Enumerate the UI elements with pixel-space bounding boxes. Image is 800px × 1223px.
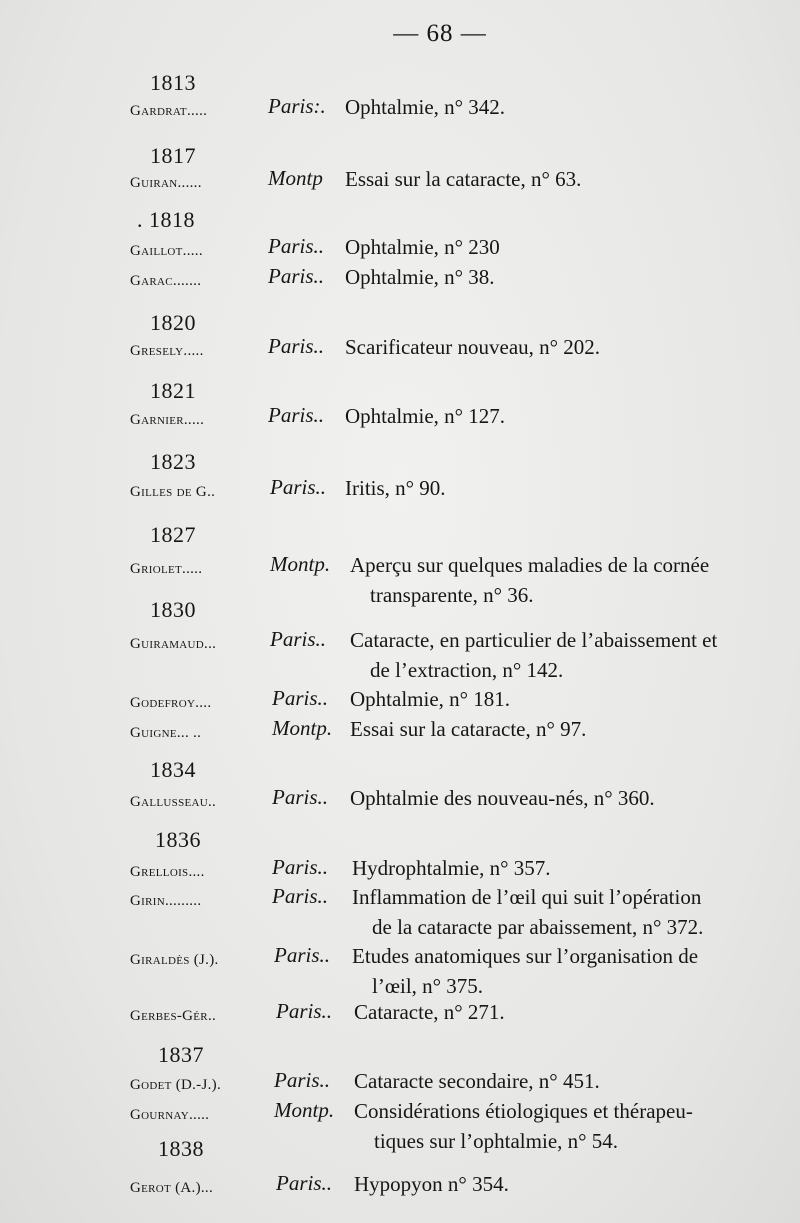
thesis-title: Considérations étiologiques et thérapeu- tiques sur l’ophtalmie, n° 54. [354,1099,693,1153]
thesis-title: Essai sur la cataracte, n° 97. [350,717,587,741]
author-name: Gerot (A.)... [130,1180,214,1196]
author-name: Gournay..... [130,1107,210,1123]
place-label: Paris.. [272,686,329,710]
place-label: Paris.. [276,1171,333,1195]
place-label: Paris.. [268,234,325,258]
year-heading: 1813 [150,70,196,95]
author-name: Griolet..... [130,561,203,577]
author-name: Giraldès (J.). [130,952,219,968]
author-name: Gaillot..... [130,243,203,259]
place-label: Montp. [274,1098,335,1122]
thesis-title: Aperçu sur quelques maladies de la cornée transparente, n° 36. [350,553,710,607]
thesis-title: Cataracte, en particulier de l’abaissement et de l’extraction, n° 142. [350,628,718,682]
year-heading: 1837 [158,1042,204,1067]
year-heading: 1827 [150,522,196,547]
year-heading: 1836 [155,827,201,852]
author-name: Garnier..... [130,412,205,428]
thesis-title: Essai sur la cataracte, n° 63. [345,167,582,191]
author-name: Gerbes-Gér.. [130,1008,217,1024]
place-label: Paris.. [272,855,329,879]
thesis-title: Inflammation de l’œil qui suit l’opération de la cataracte par abaissement, n° 372. [352,885,704,939]
place-label: Paris:. [268,94,326,118]
year-heading: 1823 [150,449,196,474]
author-name: Gresely..... [130,343,204,359]
place-label: Paris.. [274,943,331,967]
year-heading: 1830 [150,597,196,622]
place-label: Montp [268,166,323,190]
place-label: Paris.. [268,403,325,427]
thesis-title: Scarificateur nouveau, n° 202. [345,335,601,359]
thesis-title: Ophtalmie, n° 127. [345,404,506,428]
thesis-title: Cataracte secondaire, n° 451. [354,1069,600,1093]
page-number: — 68 — [393,20,487,47]
thesis-title: Ophtalmie, n° 342. [345,95,506,119]
author-name: Guigne... .. [130,725,202,741]
author-name: Grellois.... [130,864,205,880]
author-name: Godet (D.-J.). [130,1077,222,1093]
place-label: Paris.. [268,264,325,288]
thesis-title: Hypopyon n° 354. [354,1172,509,1196]
place-label: Paris.. [274,1068,331,1092]
thesis-title: Iritis, n° 90. [345,476,446,500]
place-label: Paris.. [270,475,327,499]
place-label: Montp. [270,552,331,576]
author-name: Gardrat..... [130,103,208,119]
year-heading: 1821 [150,378,196,403]
thesis-title: Ophtalmie, n° 230 [345,235,500,259]
year-heading: 1838 [158,1136,204,1161]
author-name: Girin......... [130,893,202,909]
author-name: Guiramaud... [130,636,217,652]
author-name: Gilles de G.. [130,484,216,500]
place-label: Montp. [272,716,333,740]
author-name: Gallusseau.. [130,794,217,810]
thesis-title: Ophtalmie, n° 38. [345,265,495,289]
year-heading: 1834 [150,757,196,782]
place-label: Paris.. [272,785,329,809]
place-label: Paris.. [272,884,329,908]
author-name: Guiran...... [130,175,202,191]
year-heading: 1820 [150,310,196,335]
year-heading: 1817 [150,143,196,168]
author-name: Garac....... [130,273,202,289]
thesis-title: Cataracte, n° 271. [354,1000,505,1024]
year-heading: . 1818 [137,207,195,232]
author-name: Godefroy.... [130,695,212,711]
thesis-title: Ophtalmie, n° 181. [350,687,511,711]
thesis-title: Ophtalmie des nouveau-nés, n° 360. [350,786,655,810]
thesis-title: Etudes anatomiques sur l’organisation de l’œil, n° 375. [352,944,699,998]
place-label: Paris.. [268,334,325,358]
place-label: Paris.. [270,627,327,651]
place-label: Paris.. [276,999,333,1023]
thesis-title: Hydrophtalmie, n° 357. [352,856,551,880]
